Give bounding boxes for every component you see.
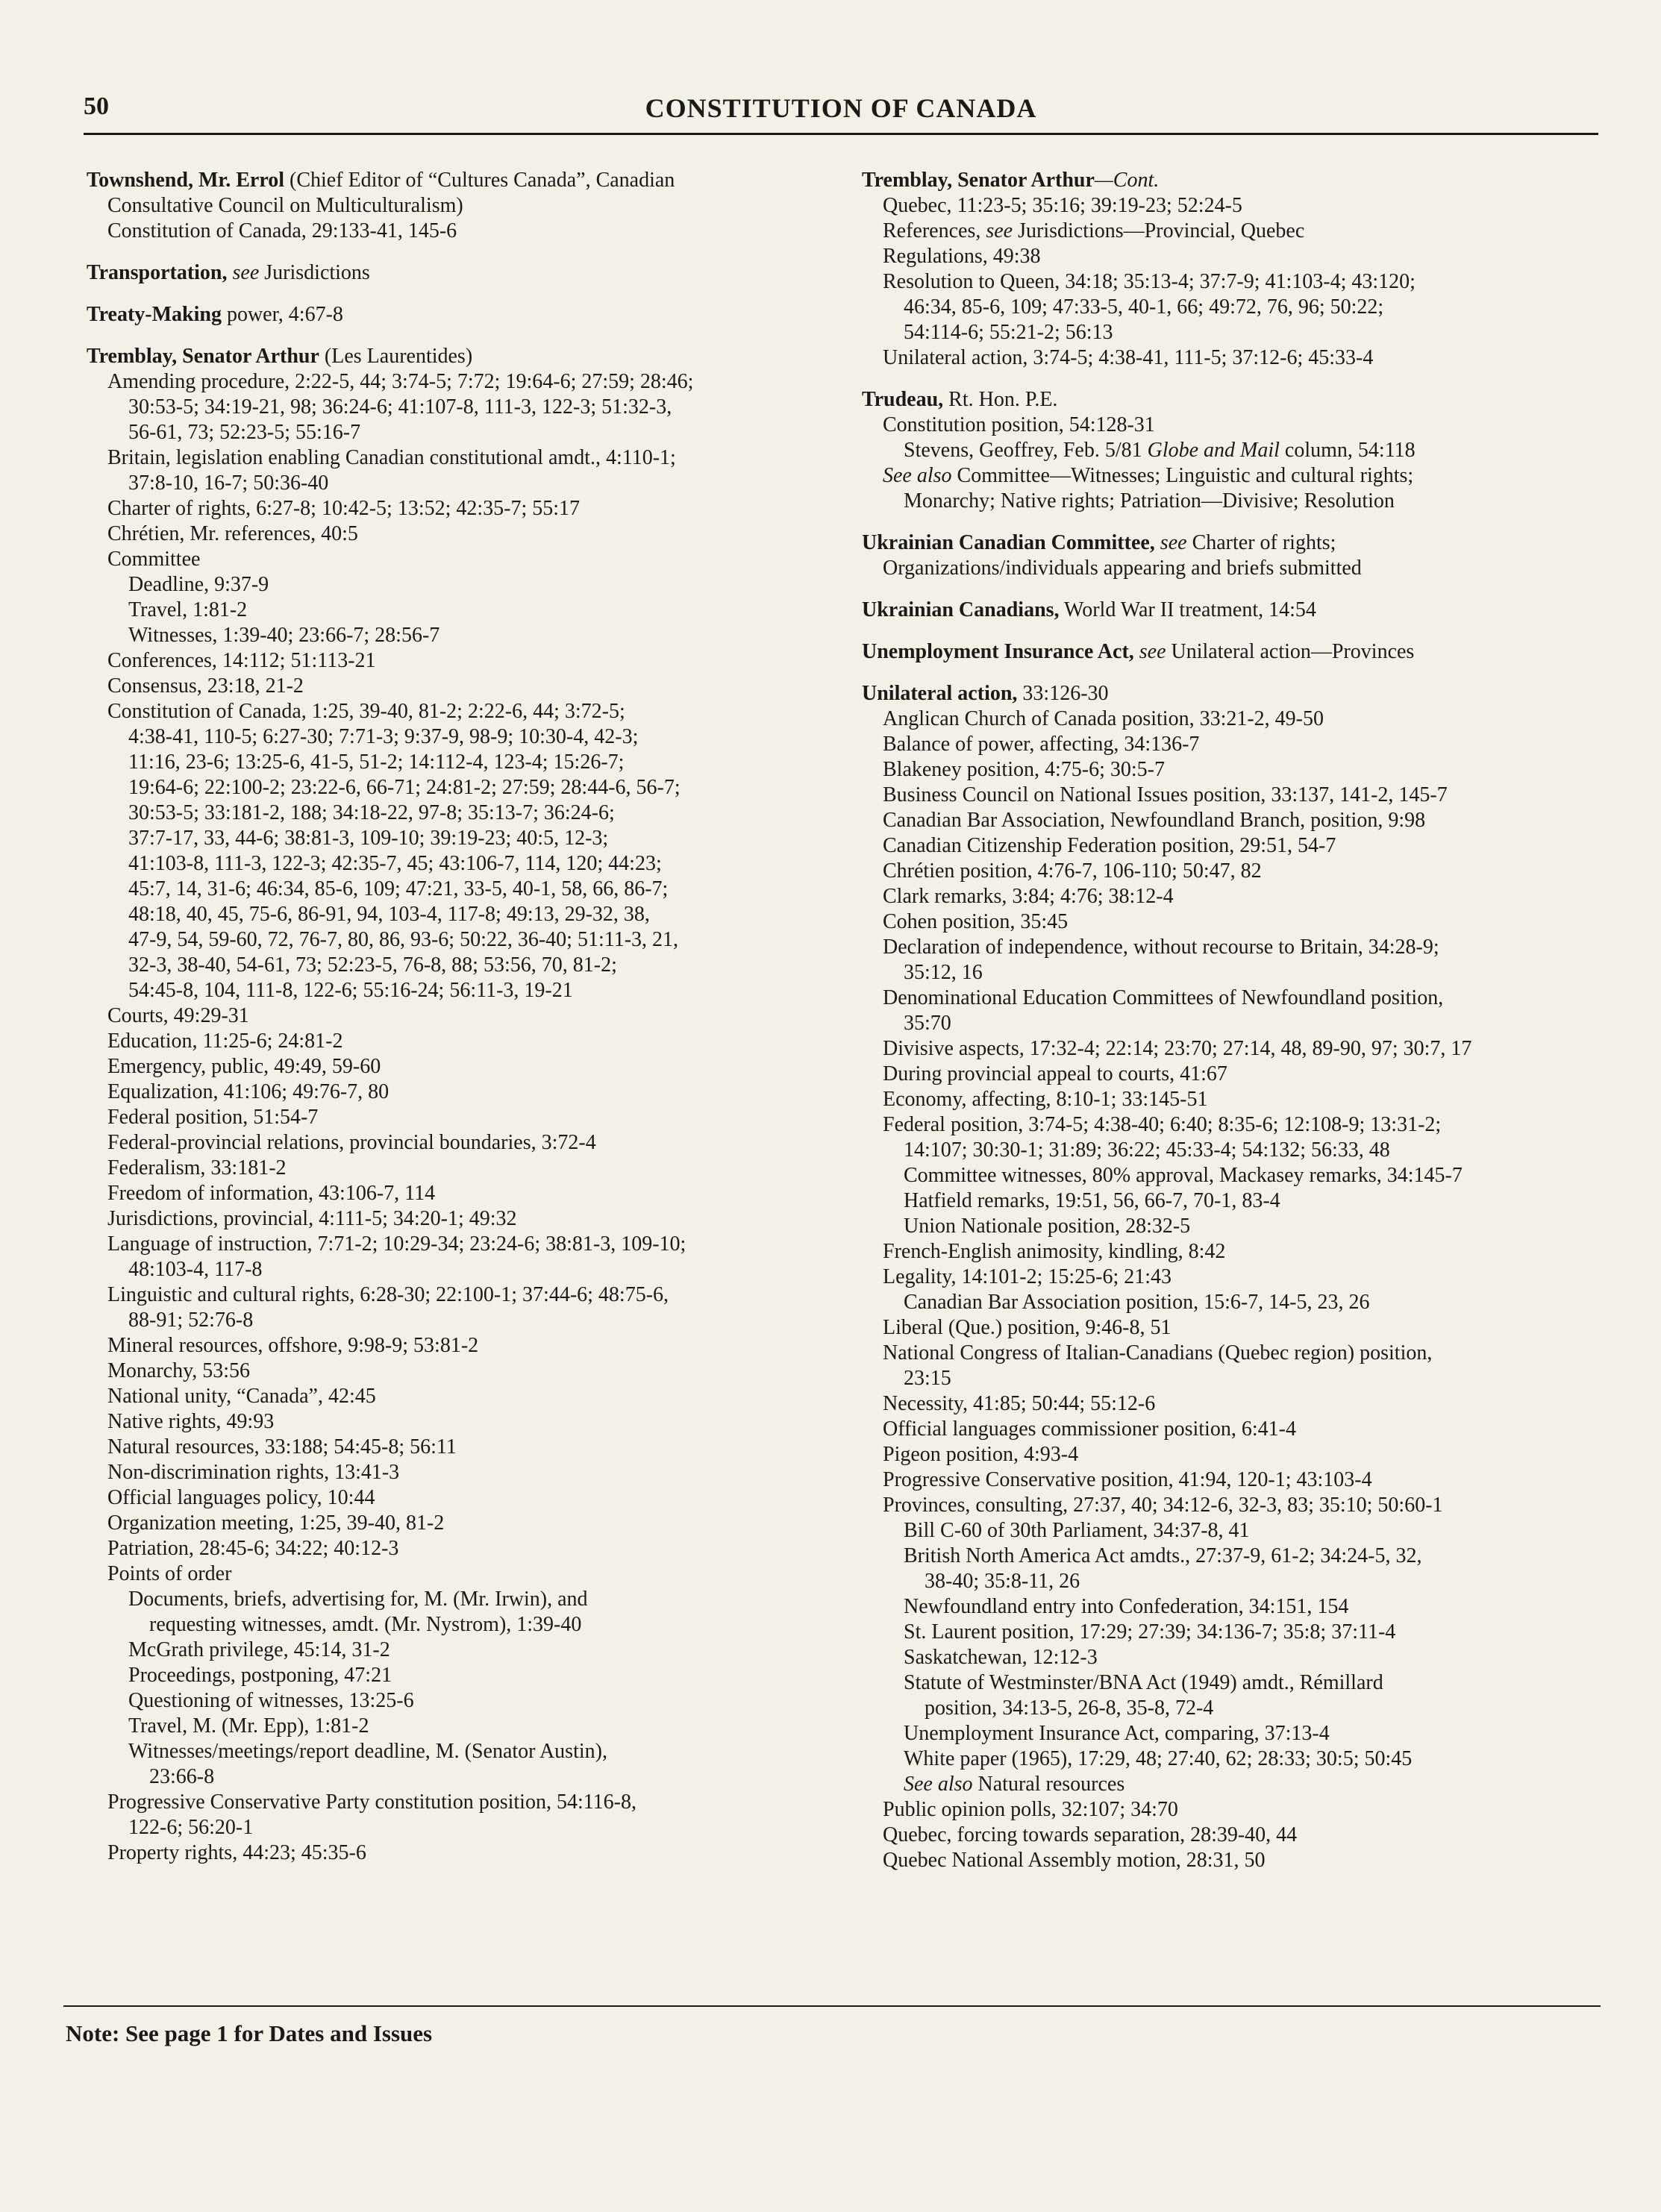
index-subentry-line <box>87 1663 825 1688</box>
entry-text: Rt. Hon. P.E. <box>948 388 1058 411</box>
entry-text: Proceedings, postponing, 47:21 <box>128 1664 392 1687</box>
index-subentry-line <box>87 1054 825 1080</box>
index-subentry-line <box>862 706 1608 732</box>
index-subentry-line <box>87 369 825 395</box>
index-subentry-line <box>862 1493 1608 1518</box>
entry-text: Freedom of information, 43:106-7, 114 <box>107 1182 436 1205</box>
index-entry <box>862 387 1608 514</box>
entry-text: 54:45-8, 104, 111-8, 122-6; 55:16-24; 56:11-3, 19-21 <box>128 979 573 1002</box>
index-subentry-line <box>862 1518 1608 1544</box>
cross-reference-text: see <box>232 261 260 284</box>
entry-text: (Les Laurentides) <box>324 345 473 368</box>
index-subentry-line <box>87 623 825 648</box>
page-header <box>84 88 1598 135</box>
entry-text: French-English animosity, kindling, 8:42 <box>883 1240 1226 1263</box>
index-subentry-line <box>862 884 1608 909</box>
index-entry <box>862 530 1608 581</box>
index-subentry-line <box>862 1239 1608 1265</box>
index-subentry-line <box>862 1214 1608 1239</box>
index-subentry-line <box>862 757 1608 783</box>
index-subentry-line <box>862 1062 1608 1087</box>
index-subentry-line <box>862 732 1608 757</box>
entry-text: St. Laurent position, 17:29; 27:39; 34:136-7; 35:8; 37:11-4 <box>904 1620 1396 1644</box>
index-subentry-line <box>87 1003 825 1029</box>
entry-text: Quebec, 11:23-5; 35:16; 39:19-23; 52:24-5 <box>883 194 1242 217</box>
entry-text: Natural resources <box>977 1773 1125 1796</box>
index-entry <box>862 681 1608 1873</box>
entry-text: Committee witnesses, 80% approval, Mackasey remarks, 34:145-7 <box>904 1164 1463 1187</box>
index-subentry-line <box>862 320 1608 345</box>
entry-text: Federalism, 33:181-2 <box>107 1156 287 1179</box>
index-subentry-line <box>87 1714 825 1739</box>
entry-term: Townshend, Mr. Errol <box>87 169 285 192</box>
index-subentry-line <box>87 699 825 724</box>
index-subentry-line <box>87 1435 825 1460</box>
index-subentry-line <box>862 859 1608 884</box>
entry-text: Monarchy; Native rights; Patriation—Divisive; Resolution <box>904 489 1395 513</box>
index-subentry-line <box>87 1359 825 1384</box>
entry-text: Charter of rights; <box>1192 531 1336 554</box>
index-subentry-line <box>87 1688 825 1714</box>
index-subentry-line <box>87 572 825 598</box>
entry-text: Consultative Council on Multiculturalism) <box>107 194 463 217</box>
entry-text: Chrétien position, 4:76-7, 106-110; 50:47, 82 <box>883 859 1262 883</box>
index-heading-line <box>87 344 825 369</box>
entry-text: Chrétien, Mr. references, 40:5 <box>107 522 358 545</box>
entry-text: Travel, 1:81-2 <box>128 598 248 621</box>
entry-term: Treaty-Making <box>87 303 222 326</box>
index-heading-line <box>87 260 825 286</box>
entry-text: Patriation, 28:45-6; 34:22; 40:12-3 <box>107 1537 399 1560</box>
index-subentry-line <box>87 445 825 471</box>
entry-text: Canadian Bar Association, Newfoundland Branch, position, 9:98 <box>883 809 1426 832</box>
entry-text: Resolution to Queen, 34:18; 35:13-4; 37:7-9; 41:103-4; 43:120; <box>883 270 1416 293</box>
entry-text: Denominational Education Committees of Newfoundland position, <box>883 986 1444 1009</box>
index-subentry-line <box>862 1341 1608 1366</box>
entry-text: Emergency, public, 49:49, 59-60 <box>107 1055 381 1078</box>
index-subentry-line <box>862 193 1608 219</box>
entry-text: Language of instruction, 7:71-2; 10:29-34; 23:24-6; 38:81-3, 109-10; <box>107 1232 686 1256</box>
index-subentry-line <box>87 978 825 1003</box>
entry-text: Organization meeting, 1:25, 39-40, 81-2 <box>107 1511 445 1535</box>
index-subentry-line <box>862 463 1608 489</box>
entry-text: Constitution position, 54:128-31 <box>883 413 1155 436</box>
index-subentry-line <box>862 833 1608 859</box>
index-subentry-line <box>862 1544 1608 1569</box>
index-subentry-line <box>87 1612 825 1638</box>
entry-text: Balance of power, affecting, 34:136-7 <box>883 733 1200 756</box>
index-subentry-line <box>862 1645 1608 1670</box>
index-subentry-line <box>87 750 825 775</box>
entry-text: Provinces, consulting, 27:37, 40; 34:12-6, 32-3, 83; 35:10; 50:60-1 <box>883 1494 1443 1517</box>
entry-text: Progressive Conservative position, 41:94, 120-1; 43:103-4 <box>883 1468 1372 1491</box>
entry-text: Quebec National Assembly motion, 28:31, 50 <box>883 1849 1266 1872</box>
entry-text: Saskatchewan, 12:12-3 <box>904 1646 1098 1669</box>
entry-text: 56-61, 73; 52:23-5; 55:16-7 <box>128 421 361 444</box>
entry-text: Clark remarks, 3:84; 4:76; 38:12-4 <box>883 885 1174 908</box>
entry-term: Tremblay, Senator Arthur <box>87 345 319 368</box>
entry-term: Tremblay, Senator Arthur <box>862 169 1095 192</box>
entry-text: Points of order <box>107 1562 232 1585</box>
entry-text: 30:53-5; 33:181-2, 188; 34:18-22, 97-8; 35:13-7; 36:24-6; <box>128 801 615 824</box>
entry-text: Questioning of witnesses, 13:25-6 <box>128 1689 414 1712</box>
index-subentry-line <box>87 521 825 547</box>
index-heading-line <box>862 639 1608 665</box>
index-subentry-line <box>87 648 825 674</box>
index-subentry-line <box>862 1620 1608 1645</box>
entry-text: Federal position, 51:54-7 <box>107 1106 319 1129</box>
index-subentry-line <box>862 1772 1608 1797</box>
index-entry <box>87 260 825 286</box>
entry-text: Consensus, 23:18, 21-2 <box>107 674 304 698</box>
index-subentry-line <box>862 1467 1608 1493</box>
entry-text: 54:114-6; 55:21-2; 56:13 <box>904 321 1113 344</box>
index-subentry-line <box>87 496 825 521</box>
entry-text: Unilateral action—Provinces <box>1171 640 1415 663</box>
cross-reference-text: see <box>1139 640 1166 663</box>
cross-reference-text: See also <box>904 1773 973 1796</box>
index-subentry-line <box>87 1587 825 1612</box>
entry-text: Native rights, 49:93 <box>107 1410 275 1433</box>
index-subentry-line <box>87 1815 825 1840</box>
entry-text: Linguistic and cultural rights, 6:28-30; 22:100-1; 37:44-6; 48:75-6, <box>107 1283 669 1306</box>
index-entry <box>862 598 1608 623</box>
index-subentry-line <box>862 986 1608 1011</box>
entry-text: During provincial appeal to courts, 41:67 <box>883 1062 1227 1085</box>
entry-text: Constitution of Canada, 29:133-41, 145-6 <box>107 219 457 242</box>
index-subentry-line <box>87 420 825 445</box>
index-entry <box>87 302 825 328</box>
entry-text: National Congress of Italian-Canadians (Quebec region) position, <box>883 1341 1433 1365</box>
footer-rule <box>63 2005 1601 2007</box>
index-subentry-line <box>87 1257 825 1282</box>
cross-reference-text: See also <box>883 464 952 487</box>
entry-text: Anglican Church of Canada position, 33:21-2, 49-50 <box>883 707 1324 730</box>
index-subentry-line <box>862 1112 1608 1138</box>
index-entry <box>862 639 1608 665</box>
index-subentry-line <box>862 783 1608 808</box>
entry-text: 38-40; 35:8-11, 26 <box>925 1570 1080 1593</box>
index-subentry-line <box>87 953 825 978</box>
index-heading-line <box>862 168 1608 193</box>
index-subentry-line <box>87 851 825 877</box>
entry-text: Necessity, 41:85; 50:44; 55:12-6 <box>883 1392 1156 1415</box>
index-subentry-line <box>862 935 1608 960</box>
index-subentry-line <box>862 219 1608 244</box>
index-subentry-line <box>862 808 1608 833</box>
index-subentry-line <box>87 1384 825 1409</box>
index-subentry-line <box>862 909 1608 935</box>
index-heading-line <box>862 387 1608 413</box>
index-subentry-line <box>87 1282 825 1308</box>
index-subentry-line <box>862 1569 1608 1594</box>
cross-reference-text: see <box>1160 531 1187 554</box>
index-subentry-line <box>862 1417 1608 1442</box>
index-subentry-line <box>862 1290 1608 1315</box>
index-subentry-line <box>862 438 1608 463</box>
index-subentry-line <box>862 1391 1608 1417</box>
entry-text: 47-9, 54, 59-60, 72, 76-7, 80, 86, 93-6; 50:22, 36-40; 51:11-3, 21, <box>128 928 679 951</box>
entry-term: Ukrainian Canadian Committee, <box>862 531 1155 554</box>
entry-text: 46:34, 85-6, 109; 47:33-5, 40-1, 66; 49:72, 76, 96; 50:22; <box>904 295 1384 319</box>
entry-text: 4:38-41, 110-5; 6:27-30; 7:71-3; 9:37-9, 98-9; 10:30-4, 42-3; <box>128 725 639 748</box>
index-subentry-line <box>862 1366 1608 1391</box>
index-subentry-line <box>87 1485 825 1511</box>
index-subentry-line <box>87 1181 825 1206</box>
index-entry <box>87 344 825 1866</box>
entry-text: position, 34:13-5, 26-8, 35-8, 72-4 <box>925 1696 1214 1720</box>
entry-text: (Chief Editor of “Cultures Canada”, Canadian <box>290 169 675 192</box>
entry-text: Stevens, Geoffrey, Feb. 5/81 <box>904 439 1142 462</box>
entry-text: Declaration of independence, without recourse to Britain, 34:28-9; <box>883 936 1439 959</box>
index-heading-line <box>862 681 1608 706</box>
entry-text: 30:53-5; 34:19-21, 98; 36:24-6; 41:107-8, 111-3, 122-3; 51:32-3, <box>128 395 672 419</box>
index-subentry-line <box>87 1156 825 1181</box>
entry-text: 37:7-17, 33, 44-6; 38:81-3, 109-10; 39:19-23; 40:5, 12-3; <box>128 827 609 850</box>
index-subentry-line <box>87 1130 825 1156</box>
entry-text: 11:16, 23-6; 13:25-6, 41-5, 51-2; 14:112-4, 123-4; 15:26-7; <box>128 751 625 774</box>
entry-text: World War II treatment, 14:54 <box>1064 598 1316 621</box>
entry-text: Committee—Witnesses; Linguistic and cultural rights; <box>957 464 1414 487</box>
index-subentry-line <box>87 219 825 244</box>
entry-text: White paper (1965), 17:29, 48; 27:40, 62; 28:33; 30:5; 50:45 <box>904 1747 1413 1770</box>
entry-text: Canadian Bar Association position, 15:6-7, 14-5, 23, 26 <box>904 1291 1370 1314</box>
index-subentry-line <box>862 1746 1608 1772</box>
entry-text: Canadian Citizenship Federation position, 29:51, 54-7 <box>883 834 1336 857</box>
index-subentry-line <box>87 902 825 927</box>
entry-text: References, <box>883 219 981 242</box>
entry-text: Constitution of Canada, 1:25, 39-40, 81-2; 2:22-6, 44; 3:72-5; <box>107 700 625 723</box>
entry-text: Organizations/individuals appearing and briefs submitted <box>883 557 1362 580</box>
entry-text: power, 4:67-8 <box>226 303 343 326</box>
index-subentry-line <box>862 1594 1608 1620</box>
entry-text: Unilateral action, 3:74-5; 4:38-41, 111-5; 37:12-6; 45:33-4 <box>883 346 1374 369</box>
entry-text: Courts, 49:29-31 <box>107 1004 249 1027</box>
entry-text: 23:15 <box>904 1367 951 1390</box>
cross-reference-text: see <box>986 219 1013 242</box>
index-subentry-line <box>862 1036 1608 1062</box>
index-subentry-line <box>87 1764 825 1790</box>
index-heading-line <box>87 168 825 193</box>
entry-text: British North America Act amdts., 27:37-9, 61-2; 34:24-5, 32, <box>904 1544 1422 1567</box>
entry-text: Natural resources, 33:188; 54:45-8; 56:11 <box>107 1435 457 1459</box>
entry-text: Quebec, forcing towards separation, 28:39-40, 44 <box>883 1823 1298 1846</box>
index-subentry-line <box>87 395 825 420</box>
index-subentry-line <box>87 1206 825 1232</box>
entry-term: Unemployment Insurance Act, <box>862 640 1134 663</box>
index-subentry-line <box>862 1188 1608 1214</box>
index-subentry-line <box>87 674 825 699</box>
index-entry <box>862 168 1608 371</box>
index-subentry-line <box>862 1442 1608 1467</box>
entry-text: Legality, 14:101-2; 15:25-6; 21:43 <box>883 1265 1172 1288</box>
entry-text: Official languages policy, 10:44 <box>107 1486 375 1509</box>
entry-text: Documents, briefs, advertising for, M. (Mr. Irwin), and <box>128 1588 588 1611</box>
entry-text: Jurisdictions, provincial, 4:111-5; 34:20-1; 49:32 <box>107 1207 517 1230</box>
entry-text: Deadline, 9:37-9 <box>128 573 269 596</box>
entry-text: Witnesses/meetings/report deadline, M. (Senator Austin), <box>128 1740 607 1763</box>
index-subentry-line <box>87 1638 825 1663</box>
index-subentry-line <box>87 598 825 623</box>
entry-text: 48:103-4, 117-8 <box>128 1258 263 1281</box>
entry-text: Property rights, 44:23; 45:35-6 <box>107 1841 366 1864</box>
index-subentry-line <box>87 471 825 496</box>
index-subentry-line <box>87 775 825 800</box>
index-subentry-line <box>862 1797 1608 1823</box>
index-heading-line <box>87 302 825 328</box>
index-subentry-line <box>87 1308 825 1333</box>
index-subentry-line <box>862 1163 1608 1188</box>
index-heading-line <box>862 530 1608 556</box>
index-subentry-line <box>87 1080 825 1105</box>
entry-text: Jurisdictions <box>264 261 370 284</box>
entry-text: 122-6; 56:20-1 <box>128 1816 254 1839</box>
entry-text: 37:8-10, 16-7; 50:36-40 <box>128 471 329 495</box>
index-subentry-line <box>87 1409 825 1435</box>
index-subentry-line <box>862 1011 1608 1036</box>
index-subentry-line <box>862 1696 1608 1721</box>
entry-text: Education, 11:25-6; 24:81-2 <box>107 1030 343 1053</box>
entry-text: Monarchy, 53:56 <box>107 1359 251 1382</box>
entry-text: Pigeon position, 4:93-4 <box>883 1443 1079 1466</box>
index-subentry-line <box>862 345 1608 371</box>
index-subentry-line <box>862 556 1608 581</box>
entry-text: 32-3, 38-40, 54-61, 73; 52:23-5, 76-8, 88; 53:56, 70, 81-2; <box>128 953 617 977</box>
entry-text: Divisive aspects, 17:32-4; 22:14; 23:70; 27:14, 48, 89-90, 97; 30:7, 17 <box>883 1037 1472 1060</box>
entry-term: Ukrainian Canadians, <box>862 598 1060 621</box>
page-title: CONSTITUTION OF CANADA <box>645 93 1037 123</box>
index-column-right <box>862 168 1608 1890</box>
index-subentry-line <box>862 413 1608 438</box>
index-subentry-line <box>862 269 1608 295</box>
index-subentry-line <box>87 1460 825 1485</box>
entry-text: 35:70 <box>904 1012 951 1035</box>
index-subentry-line <box>862 1087 1608 1112</box>
entry-text: Charter of rights, 6:27-8; 10:42-5; 13:52; 42:35-7; 55:17 <box>107 497 581 520</box>
index-subentry-line <box>862 1670 1608 1696</box>
entry-text: Newfoundland entry into Confederation, 34:151, 154 <box>904 1595 1349 1618</box>
index-subentry-line <box>862 244 1608 269</box>
index-subentry-line <box>862 1823 1608 1848</box>
entry-text: Progressive Conservative Party constitution position, 54:116-8, <box>107 1790 637 1814</box>
cross-reference-text: Globe and Mail <box>1147 439 1280 462</box>
entry-text: 14:107; 30:30-1; 31:89; 36:22; 45:33-4; 54:132; 56:33, 48 <box>904 1138 1390 1162</box>
index-subentry-line <box>87 1739 825 1764</box>
index-subentry-line <box>87 1790 825 1815</box>
index-subentry-line <box>87 1561 825 1587</box>
page-number: 50 <box>84 93 109 120</box>
entry-text: Business Council on National Issues position, 33:137, 141-2, 145-7 <box>883 783 1448 806</box>
index-subentry-line <box>87 1333 825 1359</box>
entry-text: 48:18, 40, 45, 75-6, 86-91, 94, 103-4, 117-8; 49:13, 29-32, 38, <box>128 903 650 926</box>
footer-note: Note: See page 1 for Dates and Issues <box>66 2020 433 2046</box>
index-subentry-line <box>87 1511 825 1536</box>
index-subentry-line <box>862 1848 1608 1873</box>
entry-text: Economy, affecting, 8:10-1; 33:145-51 <box>883 1088 1208 1111</box>
entry-text: Amending procedure, 2:22-5, 44; 3:74-5; 7:72; 19:64-6; 27:59; 28:46; <box>107 370 694 393</box>
index-subentry-line <box>87 1105 825 1130</box>
entry-text: Federal-provincial relations, provincial boundaries, 3:72-4 <box>107 1131 596 1154</box>
entry-text: Union Nationale position, 28:32-5 <box>904 1215 1191 1238</box>
entry-text: 23:66-8 <box>149 1765 215 1788</box>
entry-text: 33:126-30 <box>1022 682 1109 705</box>
index-subentry-line <box>87 800 825 826</box>
entry-text: 19:64-6; 22:100-2; 23:22-6, 66-71; 24:81-2; 27:59; 28:44-6, 56-7; <box>128 776 681 799</box>
entry-text: Non-discrimination rights, 13:41-3 <box>107 1461 400 1484</box>
entry-text: Unemployment Insurance Act, comparing, 37:13-4 <box>904 1722 1330 1745</box>
entry-text: Jurisdictions—Provincial, Quebec <box>1018 219 1305 242</box>
entry-text: Bill C-60 of 30th Parliament, 34:37-8, 41 <box>904 1519 1250 1542</box>
index-subentry-line <box>87 1840 825 1866</box>
index-subentry-line <box>87 724 825 750</box>
entry-term: Unilateral action, <box>862 682 1018 705</box>
index-subentry-line <box>87 877 825 902</box>
entry-text: Federal position, 3:74-5; 4:38-40; 6:40; 8:35-6; 12:108-9; 13:31-2; <box>883 1113 1442 1136</box>
entry-text: Mineral resources, offshore, 9:98-9; 53:81-2 <box>107 1334 479 1357</box>
index-subentry-line <box>862 1138 1608 1163</box>
entry-text: Official languages commissioner position, 6:41-4 <box>883 1417 1296 1441</box>
index-subentry-line <box>862 1265 1608 1290</box>
cross-reference-text: —Cont. <box>1094 169 1160 192</box>
entry-text: Public opinion polls, 32:107; 34:70 <box>883 1798 1178 1821</box>
entry-text: 41:103-8, 111-3, 122-3; 42:35-7, 45; 43:106-7, 114, 120; 44:23; <box>128 852 662 875</box>
entry-text: 88-91; 52:76-8 <box>128 1309 254 1332</box>
index-column-left <box>87 168 825 1882</box>
entry-text: McGrath privilege, 45:14, 31-2 <box>128 1638 390 1661</box>
entry-text: Conferences, 14:112; 51:113-21 <box>107 649 376 672</box>
index-subentry-line <box>87 193 825 219</box>
entry-text: Committee <box>107 548 201 571</box>
index-subentry-line <box>87 1232 825 1257</box>
entry-text: Statute of Westminster/BNA Act (1949) amdt., Rémillard <box>904 1671 1383 1694</box>
index-subentry-line <box>87 1029 825 1054</box>
entry-text: Travel, M. (Mr. Epp), 1:81-2 <box>128 1714 369 1738</box>
entry-term: Trudeau, <box>862 388 944 411</box>
index-heading-line <box>862 598 1608 623</box>
entry-text: National unity, “Canada”, 42:45 <box>107 1385 376 1408</box>
entry-text: Cohen position, 35:45 <box>883 910 1069 933</box>
index-subentry-line <box>87 826 825 851</box>
entry-text: requesting witnesses, amdt. (Mr. Nystrom), 1:39-40 <box>149 1613 582 1636</box>
index-subentry-line <box>87 547 825 572</box>
entry-text: Liberal (Que.) position, 9:46-8, 51 <box>883 1316 1172 1339</box>
entry-text: Equalization, 41:106; 49:76-7, 80 <box>107 1080 390 1103</box>
index-subentry-line <box>87 1536 825 1561</box>
entry-text: column, 54:118 <box>1284 439 1416 462</box>
index-subentry-line <box>862 295 1608 320</box>
entry-text: Regulations, 49:38 <box>883 245 1041 268</box>
entry-text: 35:12, 16 <box>904 961 983 984</box>
index-subentry-line <box>862 1721 1608 1746</box>
entry-text: Witnesses, 1:39-40; 23:66-7; 28:56-7 <box>128 624 440 647</box>
entry-term: Transportation, <box>87 261 228 284</box>
entry-text: 45:7, 14, 31-6; 46:34, 85-6, 109; 47:21, 33-5, 40-1, 58, 66, 86-7; <box>128 877 669 900</box>
index-entry <box>87 168 825 244</box>
entry-text: Hatfield remarks, 19:51, 56, 66-7, 70-1, 83-4 <box>904 1189 1280 1212</box>
index-subentry-line <box>87 927 825 953</box>
index-subentry-line <box>862 489 1608 514</box>
index-subentry-line <box>862 1315 1608 1341</box>
entry-text: Blakeney position, 4:75-6; 30:5-7 <box>883 758 1165 781</box>
entry-text: Britain, legislation enabling Canadian constitutional amdt., 4:110-1; <box>107 446 676 469</box>
index-subentry-line <box>862 960 1608 986</box>
